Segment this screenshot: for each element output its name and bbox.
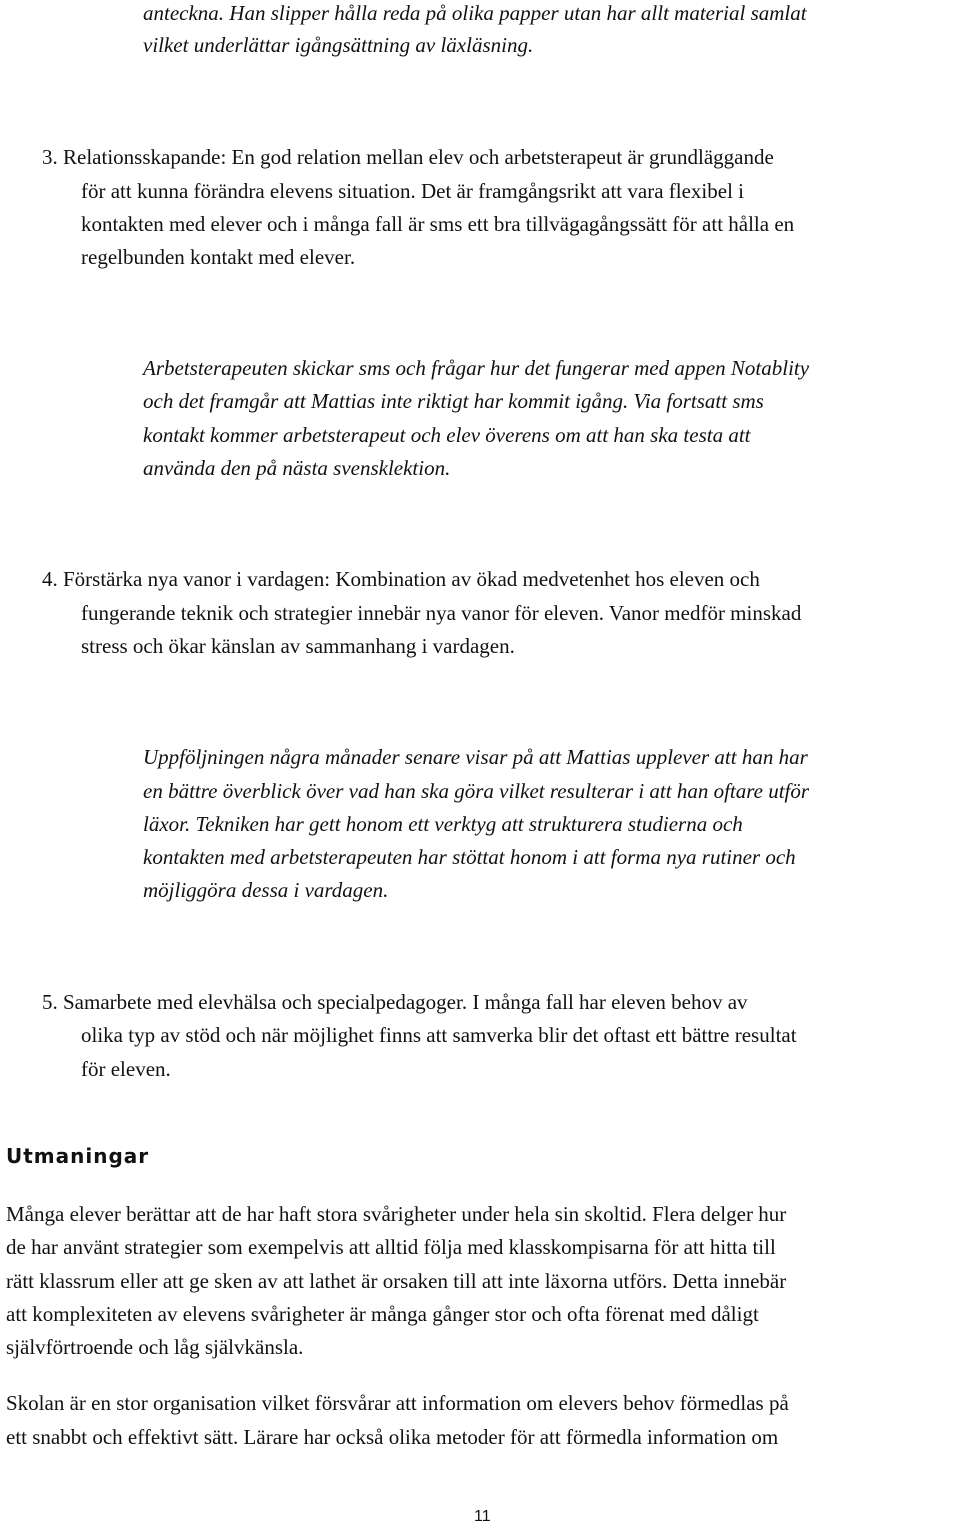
- page-number: 11: [474, 1508, 491, 1525]
- example-3-line: kontakt kommer arbetsterapeut och elev överens om att han ska testa att: [143, 423, 751, 447]
- example-4-line: möjliggöra dessa i vardagen.: [143, 878, 389, 902]
- example-4-line: läxor. Tekniken har gett honom ett verktyg att strukturera studierna och: [143, 812, 743, 836]
- example-3-line: använda den på nästa svensklektion.: [143, 456, 451, 480]
- example-3-line: och det framgår att Mattias inte riktigt har kommit igång. Via fortsatt sms: [143, 389, 764, 413]
- section-heading: Utmaningar: [6, 1144, 150, 1168]
- list-item-3-line: regelbunden kontakt med elever.: [81, 245, 356, 269]
- intro-line: anteckna. Han slipper hålla reda på olika papper utan har allt material samlat: [143, 1, 807, 25]
- list-item-4-line: stress och ökar känslan av sammanhang i vardagen.: [81, 634, 515, 658]
- list-item-4-line: 4. Förstärka nya vanor i vardagen: Kombination av ökad medvetenhet hos eleven och: [42, 567, 760, 591]
- example-4-line: kontakten med arbetsterapeuten har stöttat honom i att forma nya rutiner och: [143, 845, 796, 869]
- list-item-3-line: kontakten med elever och i många fall är sms ett bra tillvägagångssätt för att hålla en: [81, 212, 795, 236]
- body-paragraph-line: ett snabbt och effektivt sätt. Lärare har också olika metoder för att förmedla information om: [6, 1425, 779, 1449]
- body-paragraph-line: de har använt strategier som exempelvis att alltid följa med klasskompisarna för att hitta till: [6, 1235, 776, 1259]
- body-paragraph-line: självförtroende och låg självkänsla.: [6, 1335, 304, 1359]
- example-3-line: Arbetsterapeuten skickar sms och frågar hur det fungerar med appen Notablity: [143, 356, 810, 380]
- list-item-5-line: för eleven.: [81, 1057, 171, 1081]
- example-4-line: Uppföljningen några månader senare visar på att Mattias upplever att han har: [143, 745, 808, 769]
- intro-line: vilket underlättar igångsättning av läxläsning.: [143, 33, 534, 57]
- list-item-4-line: fungerande teknik och strategier innebär nya vanor för eleven. Vanor medför minskad: [81, 601, 802, 625]
- list-item-5-line: olika typ av stöd och när möjlighet finns att samverka blir det oftast ett bättre resultat: [81, 1023, 797, 1047]
- list-item-5-line: 5. Samarbete med elevhälsa och specialpedagoger. I många fall har eleven behov av: [42, 990, 748, 1014]
- body-paragraph-line: att komplexiteten av elevens svårigheter är många gånger stor och ofta förenat med dåligt: [6, 1302, 759, 1326]
- list-item-3-line: 3. Relationsskapande: En god relation mellan elev och arbetsterapeut är grundläggande: [42, 145, 774, 169]
- body-paragraph-line: Många elever berättar att de har haft stora svårigheter under hela sin skoltid. Flera delger hur: [6, 1202, 787, 1226]
- body-paragraph-line: Skolan är en stor organisation vilket försvårar att information om elevers behov förmedlas på: [6, 1391, 789, 1415]
- list-item-3-line: för att kunna förändra elevens situation. Det är framgångsrikt att vara flexibel i: [81, 179, 744, 203]
- body-paragraph-line: rätt klassrum eller att ge sken av att lathet är orsaken till att inte läxorna utförs. Detta innebär: [6, 1269, 787, 1293]
- example-4-line: en bättre överblick över vad han ska göra vilket resulterar i att han oftare utför: [143, 779, 810, 803]
